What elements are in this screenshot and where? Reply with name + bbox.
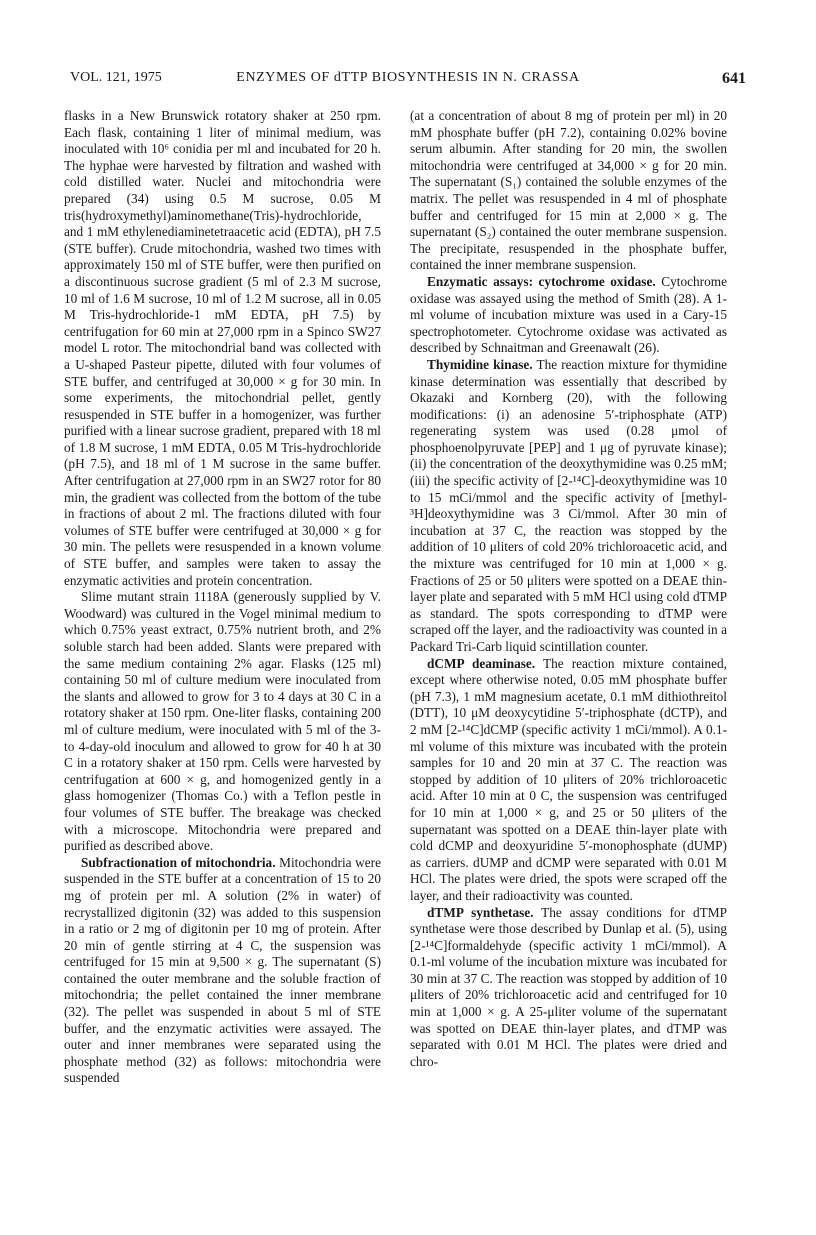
- section-heading: dCMP deaminase.: [427, 655, 536, 671]
- paragraph: Slime mutant strain 1118A (generously supplied by V. Woodward) was cultured in the Vogel minimal medium to which 0.75% yeast extract, 0.75% nutrient broth, and 2% soluble starch had been added. Slants were prepared with the same medium containing 2% agar. Flasks (125 ml) containing 50 ml of culture medium were inoculated from the slants and allowed to grow for 3 to 4 days at 30 C in a rotatory shaker at 150 rpm. One-liter flasks, containing 200 ml of culture medium, were inoculated with 5 ml of the 3- to 4-day-old inoculum and allowed to grow for 40 h at 30 C in a rotatory shaker at 150 rpm. Cells were harvested by centrifugation at 600 × g, and homogenized gently in a glass homogenizer (Thomas Co.) with a Teflon pestle in four volumes of STE buffer. The breakage was checked with a microscope. Mitochondria were prepared and purified as described above.: [64, 589, 381, 854]
- paragraph: (at a concentration of about 8 mg of protein per ml) in 20 mM phosphate buffer (pH 7.2), containing 0.02% bovine serum albumin. After standing for 20 min, the swollen mitochondria were centrifuged at 34,000 × g for 20 min. The supernatant (S₁) contained the soluble enzymes of the matrix. The pellet was resuspended in 4 ml of phosphate buffer and centrifuged for 15 min at 2,000 × g. The supernatant (S₂) contained the outer membrane suspension. The precipitate, resuspended in the phosphate buffer, contained the inner membrane suspension.: [410, 108, 727, 273]
- running-title: ENZYMES OF dTTP BIOSYNTHESIS IN N. CRASSA: [236, 70, 580, 85]
- section-heading: Subfractionation of mitochondria.: [81, 854, 276, 870]
- paragraph-text: The reaction mixture contained, except where otherwise noted, 0.05 mM phosphate buffer (pH 7.3), 1 mM magnesium acetate, 0.1 mM dithiothreitol (DTT), 10 μM deoxycytidine 5′-triphosphate (dCTP), and 2 mM [2-¹⁴C]dCMP (specific activity 1 mCi/mmol). A 0.1-ml volume of this mixture was incubated with the protein samples for 10 and 20 min at 37 C. The reaction was stopped by addition of 10 μliters of 20% trichloroacetic acid. After 10 min at 0 C, the suspension was centrifuged for 10 min at 1,000 × g, and 25 or 50 μliters of the supernatant was spotted on a DEAE thin-layer plate with cold dCMP and deoxyuridine 5′-monophosphate (dUMP) as carriers. dUMP and dCMP were separated with 0.01 M HCl. The plates were dried, the spots were scraped off the layer, and their radioactivity was counted.: [410, 655, 727, 903]
- right-column: [410, 108, 727, 1070]
- left-column: [64, 108, 381, 1087]
- paragraph-text: The reaction mixture for thymidine kinase determination was essentially that described by Okazaki and Kornberg (20), with the following modifications: (i) an adenosine 5′-triphosphate (ATP) regenerating system was used (0.28 μmol of phosphoenolpyruvate [PEP] and 1 μg of pyruvate kinase); (ii) the concentration of the deoxythymidine was 0.25 mM; (iii) the specific activity of [2-¹⁴C]-deoxythymidine was 10 to 15 mCi/mmol and the specific activity of [methyl-³H]deoxythymidine was 3 Ci/mmol. After 30 min of incubation at 37 C, the reaction was stopped by the addition of 10 μliters of cold 20% trichloroacetic acid, and the mixture was centrifuged for 10 min at 1,000 × g. Fractions of 25 or 50 μliters were spotted on a DEAE thin-layer plate and separated with 5 mM HCl using cold dTMP as standard. The spots corresponding to dTMP were scraped off the layer, and the radioactivity was counted in a Packard Tri-Carb liquid scintillation counter.: [410, 356, 727, 654]
- paragraph-text: The assay conditions for dTMP synthetase were those described by Dunlap et al. (5), using [2-¹⁴C]formaldehyde (specific activity 1 mCi/mmol). A 0.1-ml volume of the incubation mixture was incubated for 30 min at 37 C. The reaction was stopped by addition of 10 μliters of 20% trichloroacetic acid and centrifuged for 10 min at 1,000 × g. A 25-μliter volume of the supernatant was spotted on DEAE thin-layer plates, and dTMP was separated with 0.01 M HCl. The plates were dried and chro-: [410, 904, 727, 1069]
- paragraph: [410, 274, 727, 357]
- paragraph: [410, 656, 727, 905]
- paragraph-text: Mitochondria were suspended in the STE buffer at a concentration of 15 to 20 mg of protein per ml. A solution (2% in water) of recrystallized digitonin (32) was added to this suspension in a ratio or 2 mg of digitonin per 10 mg of protein. After 20 min of gentle stirring at 4 C, the suspension was centrifuged for 15 min at 9,500 × g. The supernatant (S) contained the outer membrane and the soluble fraction of mitochondria; the pellet contained the inner membrane (32). The pellet was suspended in about 5 ml of STE buffer, and the enzymatic activities were assayed. The outer and inner membranes were separated using the phosphate method (32) as follows: mitochondria were suspended: [64, 854, 381, 1086]
- section-heading: Enzymatic assays: cytochrome oxidase.: [427, 273, 656, 289]
- paragraph: [410, 357, 727, 656]
- paragraph: [410, 905, 727, 1071]
- running-header: [70, 70, 746, 92]
- section-heading: Thymidine kinase.: [427, 356, 533, 372]
- paragraph: [64, 855, 381, 1087]
- section-heading: dTMP synthetase.: [427, 904, 534, 920]
- paragraph: flasks in a New Brunswick rotatory shaker at 250 rpm. Each flask, containing 1 liter of minimal medium, was inoculated with 10⁶ conidia per ml and incubated for 20 h. The hyphae were harvested by filtration and washed with cold distilled water. Nuclei and mitochondria were prepared (34) using 0.5 M sucrose, 0.05 M tris(hydroxymethyl)aminomethane(Tris)-hydrochloride, and 1 mM ethylenediaminetetraacetic acid (EDTA), pH 7.5 (STE buffer). Crude mitochondria, washed two times with approximately 150 ml of STE buffer, were then purified on a discontinuous sucrose gradient (5 ml of 2.3 M sucrose, 10 ml of 1.6 M sucrose, 10 ml of 1.2 M sucrose, all in 0.05 M Tris-hydrochloride-1 mM EDTA, pH 7.5) by centrifugation for 60 min at 27,000 rpm in a Spinco SW27 model L rotor. The mitochondrial band was collected with a U-shaped Pasteur pipette, diluted with four volumes of STE buffer, and centrifuged at 30,000 × g for 30 min. In some experiments, the mitochondrial pellet, gently resuspended in STE buffer in a homogenizer, was further purified with a linear sucrose gradient, prepared with 18 ml of 1.8 M sucrose, 1 mM EDTA, 0.05 M Tris-hydrochloride (pH 7.5), and 18 ml of 1 M sucrose in the same buffer. After centrifugation at 27,000 rpm in an SW27 rotor for 80 min, the gradient was collected from the bottom of the tube in fractions of about 2 ml. The fractions diluted with four volumes of STE buffer were centrifuged at 30,000 × g for 30 min. The pellets were resuspended in a known volume of STE buffer, and samples were taken to assay the enzymatic activities and protein concentration.: [64, 108, 381, 588]
- paragraph-text: Cytochrome oxidase was assayed using the method of Smith (28). A 1-ml volume of incubation mixture was used in a Cary-15 spectrophotometer. Cytochrome oxidase was activated as described by Schnaitman and Greenawalt (26).: [410, 273, 727, 356]
- page-number: 641: [722, 70, 746, 87]
- volume-label: VOL. 121, 1975: [70, 70, 162, 85]
